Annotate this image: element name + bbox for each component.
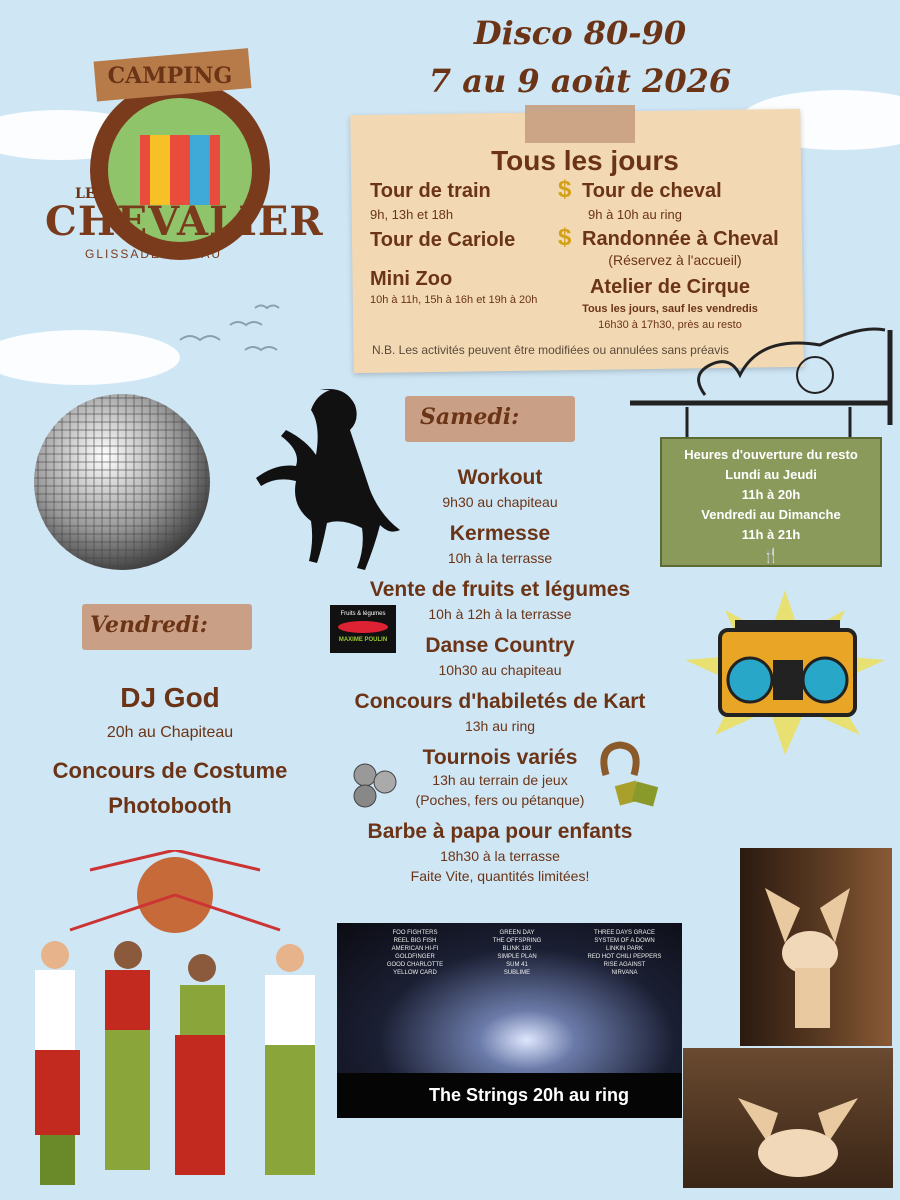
daily-cirque-time: 16h30 à 17h30, près au resto <box>598 319 742 331</box>
event-fruits-time: 10h à 12h à la terrasse <box>428 606 572 622</box>
fennec-icon <box>740 848 892 1046</box>
daily-train-time: 9h, 13h et 18h <box>370 207 454 222</box>
event-kermesse-time: 10h à la terrasse <box>447 550 553 566</box>
daily-heading: Tous les jours <box>491 145 679 176</box>
sign-bracket-icon <box>625 325 895 440</box>
concert-caption: The Strings 20h au ring <box>429 1085 630 1105</box>
camping-logo <box>40 40 324 270</box>
birds-icon <box>175 300 285 360</box>
logo-le: LE <box>75 186 96 202</box>
dollar-icon: $ <box>558 176 572 203</box>
vegetables-icon <box>338 621 388 633</box>
daily-horse: Tour de cheval <box>582 180 722 202</box>
event-title: Disco 80-90 <box>473 14 687 52</box>
concert-photo <box>337 923 682 1118</box>
logo-camping-text: CAMPING <box>107 63 233 89</box>
dj-name: DJ God <box>120 682 220 713</box>
fennec-photo-bottom <box>683 1048 893 1188</box>
logo-name: CHEVALIER <box>45 198 324 245</box>
dancers-illustration <box>10 850 330 1190</box>
petanque-balls-icon <box>350 760 400 810</box>
samedi-label: Samedi: <box>420 404 520 430</box>
disco-ball-icon <box>30 390 215 575</box>
sponsor-line1: Fruits & légumes <box>340 611 386 617</box>
daily-minizoo-time: 10h à 11h, 15h à 16h et 19h à 20h <box>370 294 538 306</box>
sponsor-line2: MAXIME POULIN <box>338 637 388 643</box>
dj-time: 20h au Chapiteau <box>106 724 234 741</box>
daily-cirque-days: Tous les jours, sauf les vendredis <box>582 303 758 315</box>
horseshoe-icon <box>598 740 642 780</box>
fennec-icon <box>683 1048 893 1188</box>
event-kart: Concours d'habiletés de Kart <box>354 690 646 713</box>
costume-contest: Concours de Costume <box>52 758 288 783</box>
resto-weekend-label: Vendredi au Dimanche <box>701 507 841 522</box>
event-tournois-time: 13h au terrain de jeux <box>432 772 568 788</box>
lineup-col3: THREE DAYS GRACE SYSTEM OF A DOWN LINKIN PARK RED HOT CHILI PEPPERS RISE AGAINST NIRVANA <box>587 930 662 976</box>
event-barbe-time: 18h30 à la terrasse <box>440 848 560 864</box>
utensils-icon: 🍴 <box>762 547 780 563</box>
event-dates: 7 au 9 août 2026 <box>428 62 732 100</box>
logo-sub: GLISSADES D'EAU <box>85 247 222 261</box>
event-tournois-note: (Poches, fers ou pétanque) <box>415 792 585 808</box>
event-fruits: Vente de fruits et légumes <box>369 578 631 601</box>
event-barbe-note: Faite Vite, quantités limitées! <box>410 868 590 884</box>
event-tournois: Tournois variés <box>422 746 578 769</box>
event-country-time: 10h30 au chapiteau <box>438 662 562 678</box>
daily-cariole: Tour de Cariole <box>370 229 516 251</box>
photobooth: Photobooth <box>108 793 232 818</box>
beanbag-icon <box>612 778 662 808</box>
tape-decoration <box>525 105 635 143</box>
fennec-photo-top <box>740 848 892 1046</box>
daily-horse-time: 9h à 10h au ring <box>588 207 682 222</box>
daily-minizoo: Mini Zoo <box>370 268 453 290</box>
event-kart-time: 13h au ring <box>464 718 536 734</box>
event-kermesse: Kermesse <box>449 522 551 545</box>
daily-cirque: Atelier de Cirque <box>589 276 751 298</box>
daily-note: N.B. Les activités peuvent être modifiées ou annulées sans préavis <box>372 343 729 357</box>
daily-ride: Randonnée à Cheval <box>582 228 779 250</box>
event-barbe: Barbe à papa pour enfants <box>367 820 633 843</box>
cloud <box>0 330 180 385</box>
sponsor-logo <box>330 605 396 653</box>
dollar-icon: $ <box>558 224 572 251</box>
resto-weekend-hours: 11h à 21h <box>741 527 801 542</box>
resto-weekday-label: Lundi au Jeudi <box>725 467 817 482</box>
lineup-col1: FOO FIGHTERS REEL BIG FISH AMERICAN HI-FI GOLDFINGER GOOD CHARLOTTE YELLOW CARD <box>386 930 444 976</box>
daily-train: Tour de train <box>370 180 491 202</box>
boombox-icon <box>680 585 890 760</box>
samedi-events <box>325 466 675 884</box>
daily-ride-note: (Réservez à l'accueil) <box>608 252 742 268</box>
event-workout: Workout <box>457 466 543 489</box>
resto-title: Heures d'ouverture du resto <box>684 447 858 462</box>
vendredi-label: Vendredi: <box>90 612 208 638</box>
resto-weekday-hours: 11h à 20h <box>741 487 801 502</box>
lineup-col2: GREEN DAY THE OFFSPRING BLINK 182 SIMPLE PLAN SUM 41 SUBLIME <box>492 930 542 976</box>
resto-hours-sign <box>660 437 882 567</box>
event-workout-time: 9h30 au chapiteau <box>442 494 558 510</box>
event-country: Danse Country <box>425 634 575 657</box>
